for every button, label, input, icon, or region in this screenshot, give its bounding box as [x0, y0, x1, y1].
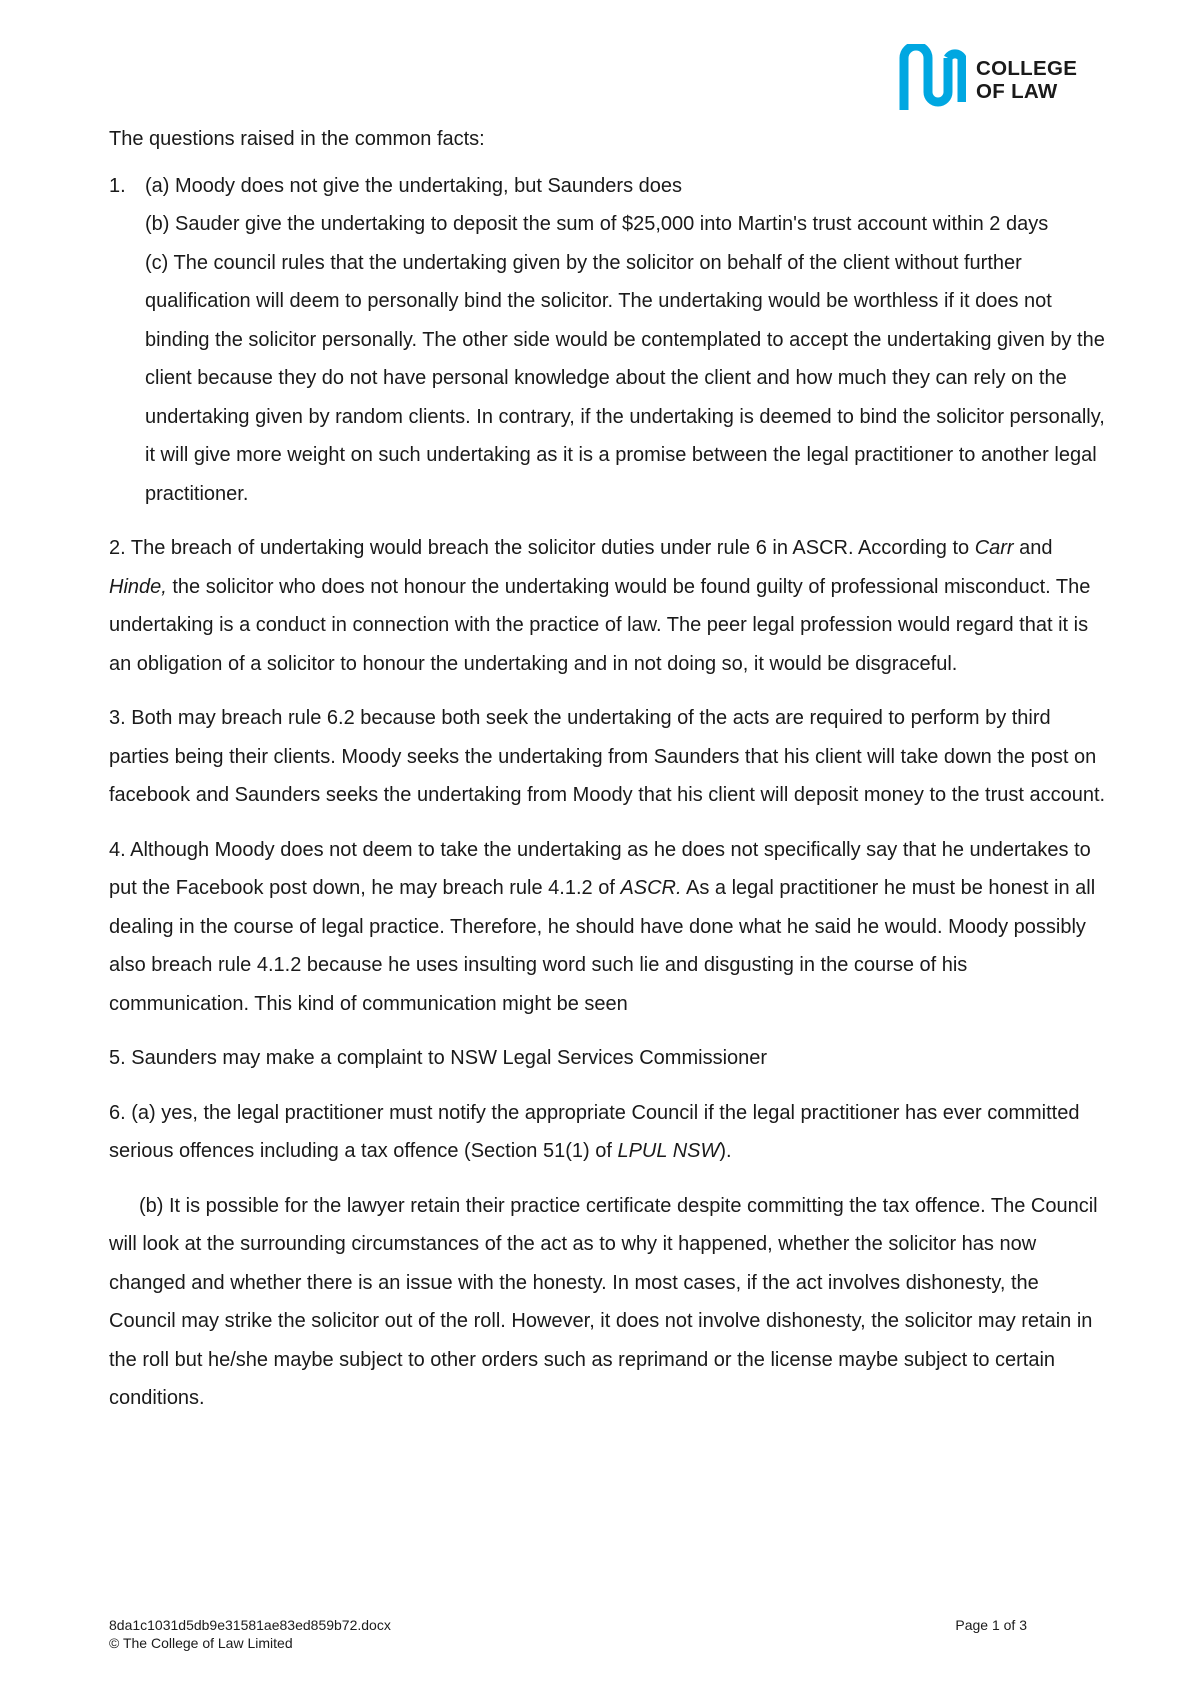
answer-4-part1: 4. Although Moody does not deem to take the undertaking as he does not specifically say that he undertakes to put the Facebook post down, he may breach rule 4.1.2 of — [109, 838, 1091, 899]
footer-filename: 8da1c1031d5db9e31581ae83ed859b72.docx — [109, 1617, 391, 1633]
intro-text: The questions raised in the common facts: — [109, 128, 485, 150]
logo-line-1: COLLEGE — [976, 57, 1078, 80]
ascr-ref: ASCR. — [620, 877, 682, 899]
footer-copyright: © The College of Law Limited — [109, 1635, 293, 1651]
case-hinde: Hinde, — [109, 575, 167, 598]
page-footer — [109, 1616, 1027, 1652]
answer-1-body — [145, 167, 1109, 514]
answer-1-number: 1. — [109, 174, 126, 197]
answer-3: 3. Both may breach rule 6.2 because both seek the undertaking of the acts are required to perform by third parties being their clients. Moody seeks the undertaking from Saunders that his client will take down the post on facebook and Saunders seeks the undertaking from Moody that his client will deposit money to the trust account. — [109, 707, 1106, 806]
answer-1a: (a) Moody does not give the undertaking, but Saunders does — [145, 174, 683, 197]
answer-4-part2: As a legal practitioner he must be honest in all dealing in the course of legal practice. Therefore, he should have done what he said he would. Moody possibly also breach rule 4.1.2 because he uses insulting word such lie and disgusting in the course of his communication. This kind of communication might be seen — [109, 877, 1096, 1015]
answer-4 — [109, 831, 1109, 1024]
answer-6a — [109, 1094, 1109, 1171]
answer-6b: (b) It is possible for the lawyer retain their practice certificate despite committing the tax offence. The Council will look at the surrounding circumstances of the act as to why it happened, whether the solicitor has now changed and whether there is an issue with the honesty. In most cases, if the act involves dishonesty, the Council may strike the solicitor out of the roll. However, it does not involve dishonesty, the solicitor may retain in the roll but he/she maybe subject to other orders such as reprimand or the license maybe subject to certain conditions. — [109, 1194, 1098, 1409]
answer-2-and: and — [1013, 537, 1053, 559]
document-body — [109, 120, 1109, 1434]
answer-1b: (b) Sauder give the undertaking to deposit the sum of $25,000 into Martin's trust account within 2 days — [145, 213, 1049, 235]
answer-2-part1: 2. The breach of undertaking would breach the solicitor duties under rule 6 in ASCR. According to — [109, 537, 975, 559]
answer-5: 5. Saunders may make a complaint to NSW Legal Services Commissioner — [109, 1047, 768, 1069]
lpul-ref: LPUL NSW — [617, 1140, 720, 1162]
logo-wordmark — [976, 57, 1077, 103]
answer-1c: (c) The council rules that the undertaking given by the solicitor on behalf of the client without further qualification will deem to personally bind the solicitor. The undertaking would be worthless if it does not binding the solicitor personally. The other side would be contemplated to accept the undertaking given by the client because they do not have personal knowledge about the client and how much they can rely on the undertaking given by random clients. In contrary, if the undertaking is deemed to bind the solicitor personally, it will give more weight on such undertaking as it is a promise between the legal practitioner to another legal practitioner. — [145, 251, 1105, 505]
footer-page-number: Page 1 of 3 — [955, 1617, 1027, 1633]
logo-line-2: OF LAW — [976, 80, 1058, 103]
answer-2-part2: the solicitor who does not honour the undertaking would be found guilty of professional misconduct. The undertaking is a conduct in connection with the practice of law. The peer legal profession would regard that it is an obligation of a solicitor to honour the undertaking and in not doing so, it would be disgraceful. — [109, 575, 1091, 675]
answer-1 — [109, 167, 1109, 514]
college-logo-icon — [898, 44, 966, 116]
answer-6a-part1: 6. (a) yes, the legal practitioner must notify the appropriate Council if the legal practitioner has ever committed serious offences including a tax offence (Section 51(1) of — [109, 1101, 1080, 1162]
answer-2 — [109, 529, 1109, 683]
case-carr: Carr — [974, 537, 1014, 559]
answer-6a-part2: ). — [719, 1140, 732, 1162]
college-of-law-logo — [898, 44, 1077, 116]
